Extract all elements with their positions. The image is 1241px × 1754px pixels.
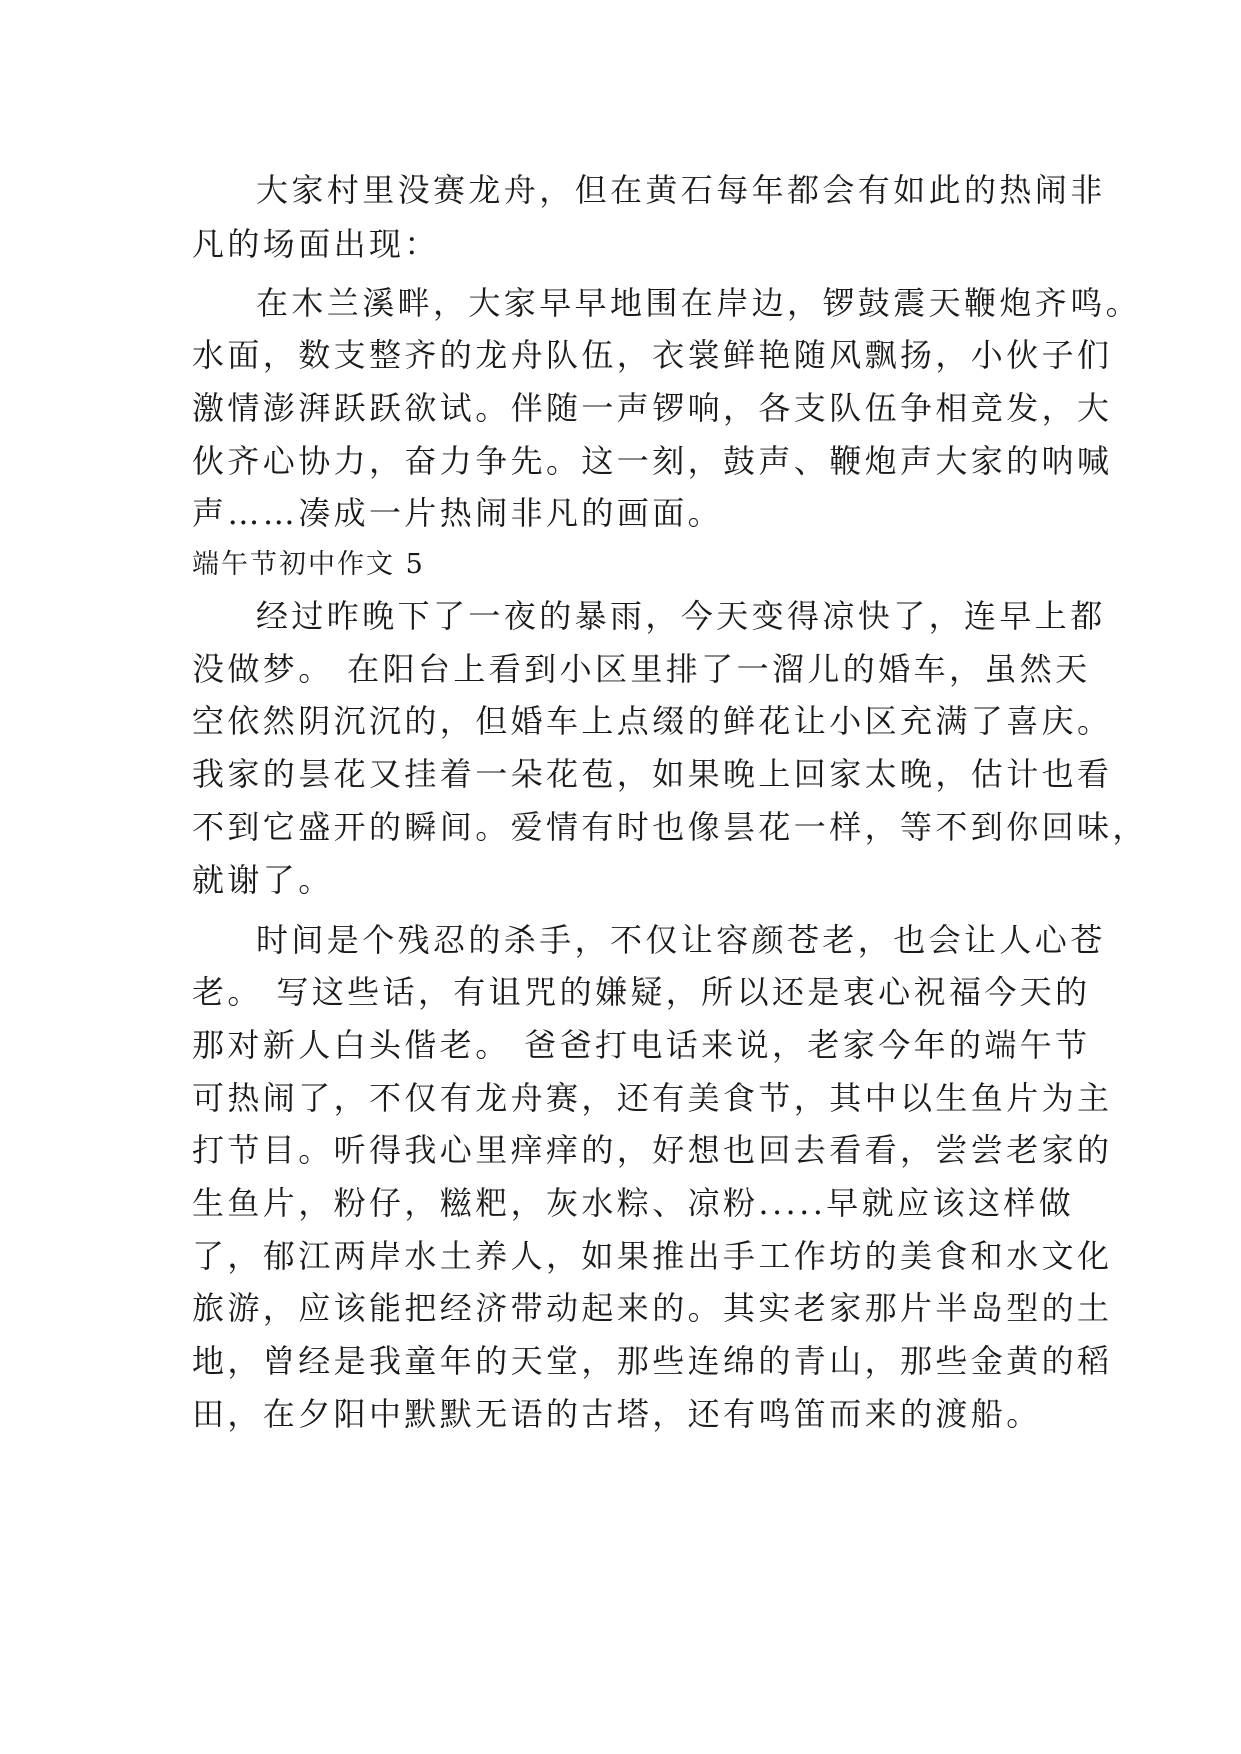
paragraph-line: 打节目。听得我心里痒痒的，好想也回去看看，尝尝老家的 (192, 1131, 1113, 1169)
paragraph-line: 大家村里没赛龙舟，但在黄石每年都会有如此的热闹非 (256, 171, 1106, 209)
paragraph-line: 经过昨晚下了一夜的暴雨，今天变得凉快了，连早上都 (256, 597, 1106, 635)
paragraph-line: 就谢了。 (192, 861, 334, 899)
paragraph-line: 不到它盛开的瞬间。爱情有时也像昙花一样，等不到你回味， (192, 808, 1148, 846)
paragraph-line: 老。 写这些话，有诅咒的嫌疑，所以还是衷心祝福今天的 (192, 973, 1091, 1011)
paragraph-line: 在木兰溪畔，大家早早地围在岸边，锣鼓震天鞭炮齐鸣。 (256, 284, 1142, 322)
section-heading: 端午节初中作文 5 (192, 549, 425, 580)
paragraph-line: 没做梦。 在阳台上看到小区里排了一溜儿的婚车，虽然天 (192, 650, 1091, 688)
paragraph-line: 凡的场面出现： (192, 225, 440, 263)
paragraph-line: 水面，数支整齐的龙舟队伍，衣裳鲜艳随风飘扬，小伙子们 (192, 336, 1113, 374)
paragraph-line: 可热闹了，不仅有龙舟赛，还有美食节，其中以生鱼片为主 (192, 1079, 1113, 1117)
paragraph-line: 我家的昙花又挂着一朵花苞，如果晚上回家太晚，估计也看 (192, 755, 1113, 793)
paragraph-line: 那对新人白头偕老。 爸爸打电话来说，老家今年的端午节 (192, 1026, 1091, 1064)
paragraph-line: 时间是个残忍的杀手，不仅让容颜苍老，也会让人心苍 (256, 921, 1106, 959)
paragraph-line: 声……凑成一片热闹非凡的画面。 (192, 494, 724, 532)
paragraph-line: 生鱼片，粉仔，糍粑，灰水粽、凉粉.....早就应该这样做 (192, 1184, 1075, 1222)
paragraph-line: 地，曾经是我童年的天堂，那些连绵的青山，那些金黄的稻 (192, 1342, 1113, 1380)
paragraph-line: 了，郁江两岸水土养人，如果推出手工作坊的美食和水文化 (192, 1237, 1113, 1275)
paragraph-line: 激情澎湃跃跃欲试。伴随一声锣响，各支队伍争相竞发，大 (192, 389, 1113, 427)
paragraph-line: 田，在夕阳中默默无语的古塔，还有鸣笛而来的渡船。 (192, 1395, 1042, 1433)
paragraph-line: 空依然阴沉沉的，但婚车上点缀的鲜花让小区充满了喜庆。 (192, 702, 1113, 740)
paragraph-line: 伙齐心协力，奋力争先。这一刻，鼓声、鞭炮声大家的呐喊 (192, 442, 1113, 480)
paragraph-line: 旅游，应该能把经济带动起来的。其实老家那片半岛型的土 (192, 1289, 1113, 1327)
